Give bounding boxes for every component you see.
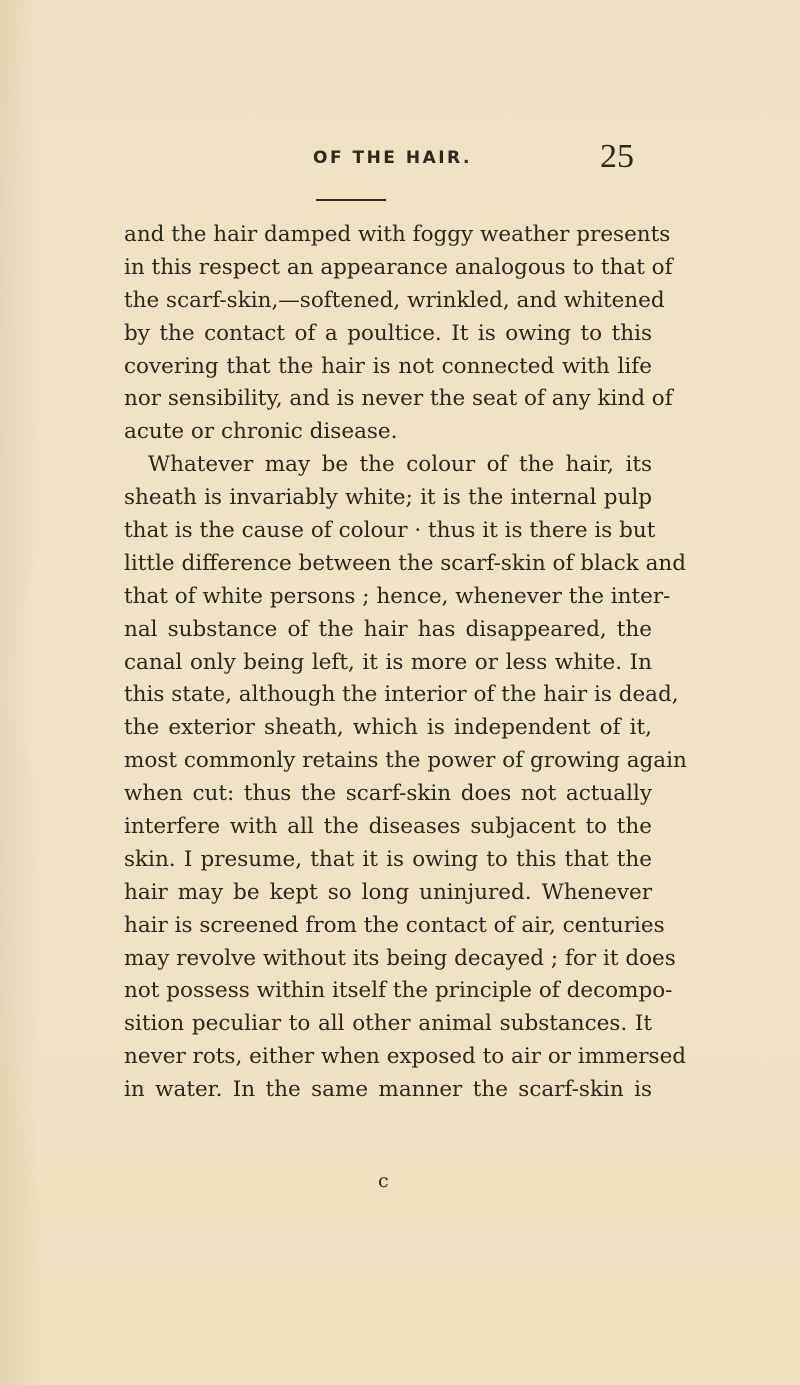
text-line: sheath is invariably white; it is the internal pulp [124,485,652,511]
body-text [124,219,687,1107]
text-line: and the hair damped with foggy weather presents [124,222,671,247]
text-line: in this respect an appearance analogous to that of [124,254,673,280]
signature-mark: c [378,1170,389,1192]
header-rule [316,199,386,201]
text-line: that of white persons ; hence, whenever the inter- [124,583,671,609]
text-line: in water. In the same manner the scarf-skin is [124,1077,652,1103]
text-line: acute or chronic disease. [124,419,398,445]
page-header [0,138,800,184]
text-line: not possess within itself the principle of decompo- [124,978,673,1004]
text-line: the scarf-skin,—softened, wrinkled, and whitened [124,287,665,313]
text-line: by the contact of a poultice. It is owing to this [124,320,652,346]
text-line: Whatever may be the colour of the hair, its [148,452,652,478]
text-line: covering that the hair is not connected with life [124,353,652,379]
text-line: interfere with all the diseases subjacent to the [124,814,652,840]
text-line: when cut: thus the scarf-skin does not actually [124,781,652,807]
text-line: skin. I presume, that it is owing to this that the [124,846,652,872]
text-line: the exterior sheath, which is independent of it, [124,715,652,741]
text-line: that is the cause of colour · thus it is there is but [124,518,656,544]
text-line: little difference between the scarf-skin of black and [124,550,687,576]
text-line: canal only being left, it is more or less white. In [124,649,652,675]
text-line: nor sensibility, and is never the seat of any kind of [124,386,673,412]
text-line: this state, although the interior of the hair is dead, [124,682,679,708]
page-number: 25 [600,138,634,175]
text-line: sition peculiar to all other animal substances. It [124,1011,652,1037]
text-line: may revolve without its being decayed ; for it does [124,945,676,971]
text-line: never rots, either when exposed to air or immersed [124,1044,687,1070]
text-line: hair may be kept so long uninjured. Whenever [124,879,652,905]
text-line: most commonly retains the power of growing again [124,748,687,774]
text-line: nal substance of the hair has disappeared, the [124,616,652,642]
text-line: hair is screened from the contact of air, centuries [124,912,665,938]
running-head: OF THE HAIR. [313,148,472,168]
